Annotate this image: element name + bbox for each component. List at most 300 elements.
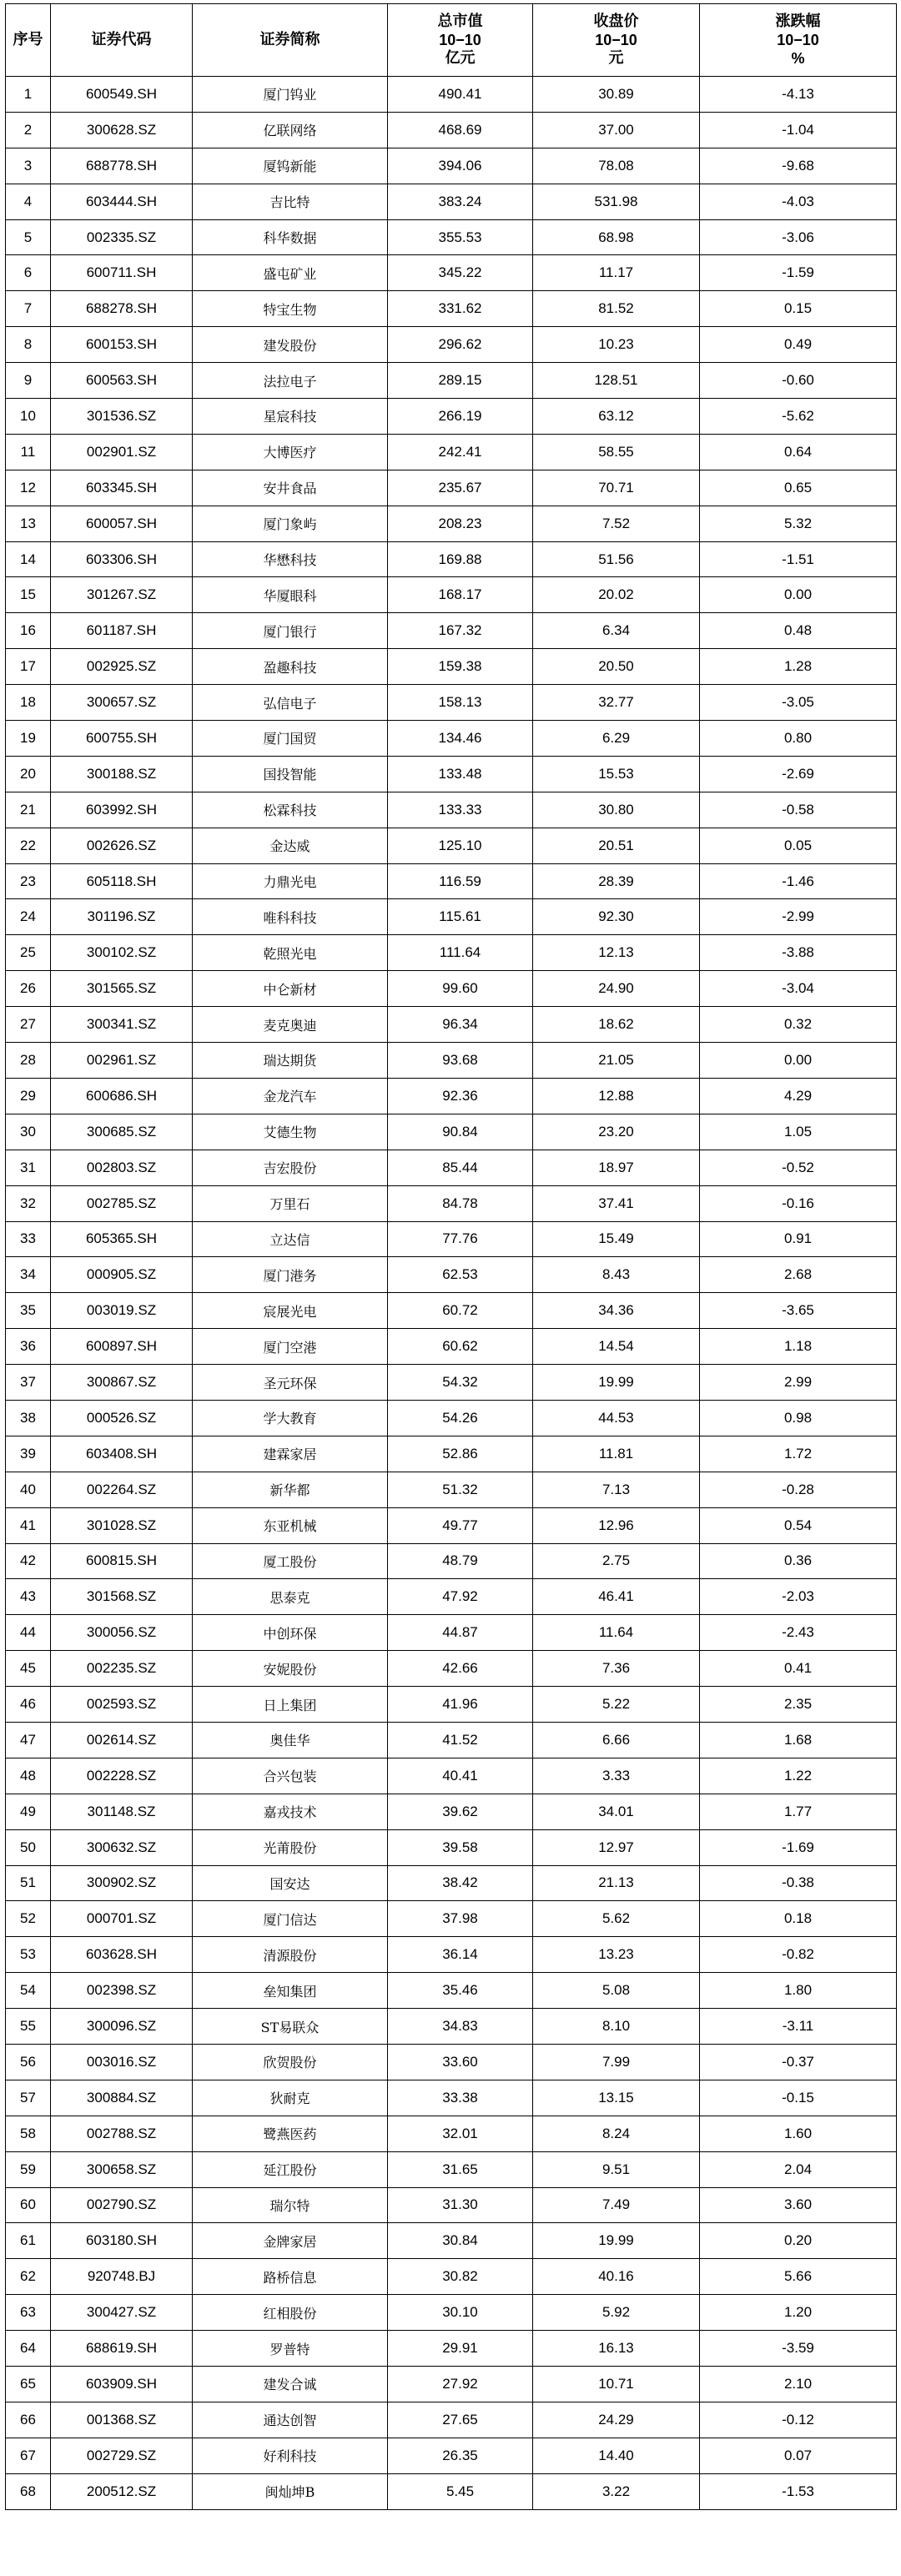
cell-close-price: 21.05 [533, 1043, 700, 1079]
cell-index: 63 [6, 2295, 51, 2331]
table-row [6, 613, 897, 649]
cell-change-pct: 0.15 [700, 291, 897, 327]
cell-close-price: 18.62 [533, 1007, 700, 1043]
cell-index: 34 [6, 1257, 51, 1293]
cell-close-price: 20.51 [533, 828, 700, 863]
cell-market-cap: 51.32 [388, 1472, 533, 1507]
cell-market-cap: 235.67 [388, 470, 533, 506]
cell-name: 清源股份 [193, 1937, 388, 1973]
table-row [6, 1472, 897, 1507]
cell-market-cap: 90.84 [388, 1114, 533, 1150]
cell-index: 66 [6, 2402, 51, 2438]
cell-close-price: 81.52 [533, 291, 700, 327]
cell-code: 301148.SZ [51, 1794, 193, 1829]
cell-change-pct: -2.43 [700, 1615, 897, 1651]
cell-market-cap: 27.65 [388, 2402, 533, 2438]
table-row [6, 112, 897, 148]
cell-code: 605365.SH [51, 1221, 193, 1257]
cell-change-pct: -0.38 [700, 1865, 897, 1901]
cell-name: 鹭燕医药 [193, 2116, 388, 2151]
cell-name: 路桥信息 [193, 2259, 388, 2295]
cell-change-pct: 0.20 [700, 2223, 897, 2259]
cell-code: 000701.SZ [51, 1901, 193, 1937]
header-market-cap: 总市值 10−10 亿元 [388, 4, 533, 77]
cell-code: 600686.SH [51, 1078, 193, 1114]
cell-name: 金龙汽车 [193, 1078, 388, 1114]
cell-code: 002788.SZ [51, 2116, 193, 2151]
cell-name: 立达信 [193, 1221, 388, 1257]
cell-name: 建发股份 [193, 327, 388, 363]
cell-market-cap: 242.41 [388, 434, 533, 470]
table-row [6, 649, 897, 685]
cell-name: 星宸科技 [193, 399, 388, 435]
cell-index: 9 [6, 363, 51, 399]
table-row [6, 327, 897, 363]
cell-name: 中仑新材 [193, 971, 388, 1007]
cell-name: 瑞达期货 [193, 1043, 388, 1079]
cell-close-price: 12.96 [533, 1507, 700, 1543]
cell-name: 特宝生物 [193, 291, 388, 327]
cell-market-cap: 39.58 [388, 1829, 533, 1865]
cell-close-price: 9.51 [533, 2151, 700, 2187]
table-body [6, 77, 897, 2510]
table-row [6, 2295, 897, 2331]
table-row [6, 434, 897, 470]
cell-index: 22 [6, 828, 51, 863]
cell-close-price: 11.17 [533, 255, 700, 291]
cell-code: 200512.SZ [51, 2473, 193, 2509]
cell-close-price: 128.51 [533, 363, 700, 399]
cell-name: 思泰克 [193, 1579, 388, 1615]
cell-change-pct: -9.68 [700, 148, 897, 184]
cell-index: 56 [6, 2044, 51, 2080]
cell-code: 603408.SH [51, 1436, 193, 1472]
cell-code: 300685.SZ [51, 1114, 193, 1150]
table-row [6, 1150, 897, 1185]
cell-change-pct: -1.04 [700, 112, 897, 148]
cell-market-cap: 116.59 [388, 863, 533, 899]
cell-index: 35 [6, 1293, 51, 1329]
cell-change-pct: 2.68 [700, 1257, 897, 1293]
cell-code: 002803.SZ [51, 1150, 193, 1185]
cell-index: 14 [6, 541, 51, 577]
cell-close-price: 78.08 [533, 148, 700, 184]
cell-code: 300102.SZ [51, 935, 193, 971]
cell-name: 力鼎光电 [193, 863, 388, 899]
cell-change-pct: 1.18 [700, 1329, 897, 1365]
cell-close-price: 21.13 [533, 1865, 700, 1901]
table-row [6, 1651, 897, 1687]
cell-index: 12 [6, 470, 51, 506]
cell-index: 25 [6, 935, 51, 971]
cell-change-pct: 4.29 [700, 1078, 897, 1114]
cell-name: 金牌家居 [193, 2223, 388, 2259]
cell-market-cap: 27.92 [388, 2367, 533, 2402]
cell-name: 厦门港务 [193, 1257, 388, 1293]
cell-change-pct: 1.68 [700, 1722, 897, 1758]
cell-change-pct: 0.32 [700, 1007, 897, 1043]
cell-close-price: 7.36 [533, 1651, 700, 1687]
cell-close-price: 37.41 [533, 1185, 700, 1221]
cell-index: 18 [6, 685, 51, 721]
cell-close-price: 5.62 [533, 1901, 700, 1937]
cell-code: 002901.SZ [51, 434, 193, 470]
table-row [6, 721, 897, 757]
cell-change-pct: 2.99 [700, 1365, 897, 1401]
cell-market-cap: 296.62 [388, 327, 533, 363]
cell-change-pct: 2.04 [700, 2151, 897, 2187]
cell-name: 吉比特 [193, 184, 388, 219]
cell-market-cap: 92.36 [388, 1078, 533, 1114]
cell-close-price: 14.40 [533, 2438, 700, 2473]
table-row [6, 2473, 897, 2509]
table-row [6, 577, 897, 613]
cell-index: 21 [6, 792, 51, 828]
cell-close-price: 12.97 [533, 1829, 700, 1865]
cell-code: 601187.SH [51, 613, 193, 649]
cell-index: 41 [6, 1507, 51, 1543]
cell-code: 688619.SH [51, 2331, 193, 2367]
cell-change-pct: -0.58 [700, 792, 897, 828]
cell-name: 宸展光电 [193, 1293, 388, 1329]
cell-index: 48 [6, 1758, 51, 1794]
table-row [6, 828, 897, 863]
table-row [6, 1114, 897, 1150]
cell-market-cap: 111.64 [388, 935, 533, 971]
cell-change-pct: 0.18 [700, 1901, 897, 1937]
cell-name: 日上集团 [193, 1687, 388, 1723]
cell-close-price: 37.00 [533, 112, 700, 148]
cell-market-cap: 42.66 [388, 1651, 533, 1687]
cell-market-cap: 62.53 [388, 1257, 533, 1293]
cell-code: 301568.SZ [51, 1579, 193, 1615]
cell-market-cap: 5.45 [388, 2473, 533, 2509]
cell-index: 13 [6, 506, 51, 541]
table-row [6, 1615, 897, 1651]
cell-close-price: 6.29 [533, 721, 700, 757]
cell-name: 狄耐克 [193, 2080, 388, 2116]
cell-change-pct: 0.49 [700, 327, 897, 363]
table-row [6, 2259, 897, 2295]
cell-index: 20 [6, 756, 51, 792]
cell-change-pct: 0.05 [700, 828, 897, 863]
table-row [6, 1257, 897, 1293]
table-row [6, 1329, 897, 1365]
cell-market-cap: 115.61 [388, 899, 533, 935]
cell-close-price: 14.54 [533, 1329, 700, 1365]
cell-name: 通达创智 [193, 2402, 388, 2438]
cell-close-price: 5.92 [533, 2295, 700, 2331]
cell-name: 建霖家居 [193, 1436, 388, 1472]
table-row [6, 184, 897, 219]
table-row [6, 77, 897, 113]
cell-index: 6 [6, 255, 51, 291]
table-row [6, 1365, 897, 1401]
cell-change-pct: -2.03 [700, 1579, 897, 1615]
cell-change-pct: 1.28 [700, 649, 897, 685]
cell-close-price: 8.10 [533, 2009, 700, 2045]
cell-market-cap: 468.69 [388, 112, 533, 148]
cell-index: 11 [6, 434, 51, 470]
cell-market-cap: 33.60 [388, 2044, 533, 2080]
cell-index: 7 [6, 291, 51, 327]
cell-close-price: 30.89 [533, 77, 700, 113]
cell-market-cap: 99.60 [388, 971, 533, 1007]
table-row [6, 2116, 897, 2151]
cell-change-pct: -4.13 [700, 77, 897, 113]
cell-index: 59 [6, 2151, 51, 2187]
cell-close-price: 40.16 [533, 2259, 700, 2295]
cell-market-cap: 345.22 [388, 255, 533, 291]
cell-change-pct: -3.05 [700, 685, 897, 721]
cell-index: 64 [6, 2331, 51, 2367]
cell-code: 000526.SZ [51, 1400, 193, 1436]
cell-change-pct: -0.16 [700, 1185, 897, 1221]
cell-market-cap: 37.98 [388, 1901, 533, 1937]
cell-name: 厦门国贸 [193, 721, 388, 757]
cell-code: 000905.SZ [51, 1257, 193, 1293]
stock-table-sheet [5, 3, 896, 2510]
cell-change-pct: -4.03 [700, 184, 897, 219]
cell-change-pct: -3.11 [700, 2009, 897, 2045]
cell-code: 603909.SH [51, 2367, 193, 2402]
cell-market-cap: 30.10 [388, 2295, 533, 2331]
table-row [6, 1293, 897, 1329]
table-row [6, 2080, 897, 2116]
cell-close-price: 7.49 [533, 2187, 700, 2223]
cell-code: 603992.SH [51, 792, 193, 828]
cell-close-price: 10.23 [533, 327, 700, 363]
cell-code: 600549.SH [51, 77, 193, 113]
table-row [6, 1078, 897, 1114]
table-row [6, 1758, 897, 1794]
cell-name: 万里石 [193, 1185, 388, 1221]
cell-change-pct: 0.98 [700, 1400, 897, 1436]
cell-market-cap: 31.30 [388, 2187, 533, 2223]
cell-market-cap: 39.62 [388, 1794, 533, 1829]
cell-close-price: 12.13 [533, 935, 700, 971]
cell-market-cap: 35.46 [388, 1973, 533, 2009]
cell-change-pct: 0.64 [700, 434, 897, 470]
cell-market-cap: 30.84 [388, 2223, 533, 2259]
cell-name: 厦门钨业 [193, 77, 388, 113]
cell-index: 33 [6, 1221, 51, 1257]
cell-code: 300188.SZ [51, 756, 193, 792]
cell-market-cap: 490.41 [388, 77, 533, 113]
cell-change-pct: 0.80 [700, 721, 897, 757]
table-row [6, 1007, 897, 1043]
cell-code: 688778.SH [51, 148, 193, 184]
table-row [6, 1436, 897, 1472]
cell-close-price: 20.50 [533, 649, 700, 685]
cell-change-pct: 1.22 [700, 1758, 897, 1794]
cell-change-pct: -3.06 [700, 219, 897, 255]
cell-code: 002235.SZ [51, 1651, 193, 1687]
cell-change-pct: 1.60 [700, 2116, 897, 2151]
cell-close-price: 8.43 [533, 1257, 700, 1293]
cell-close-price: 19.99 [533, 1365, 700, 1401]
cell-close-price: 5.08 [533, 1973, 700, 2009]
cell-code: 600755.SH [51, 721, 193, 757]
cell-close-price: 44.53 [533, 1400, 700, 1436]
cell-market-cap: 38.42 [388, 1865, 533, 1901]
cell-market-cap: 36.14 [388, 1937, 533, 1973]
table-row [6, 1579, 897, 1615]
cell-code: 301028.SZ [51, 1507, 193, 1543]
cell-name: 罗普特 [193, 2331, 388, 2367]
table-row [6, 2151, 897, 2187]
cell-name: 好利科技 [193, 2438, 388, 2473]
cell-name: 华厦眼科 [193, 577, 388, 613]
cell-name: ST易联众 [193, 2009, 388, 2045]
cell-market-cap: 29.91 [388, 2331, 533, 2367]
cell-change-pct: 5.32 [700, 506, 897, 541]
cell-index: 49 [6, 1794, 51, 1829]
cell-close-price: 10.71 [533, 2367, 700, 2402]
cell-name: 金达威 [193, 828, 388, 863]
cell-name: 瑞尔特 [193, 2187, 388, 2223]
cell-code: 300056.SZ [51, 1615, 193, 1651]
header-row [6, 4, 897, 77]
table-row [6, 2187, 897, 2223]
cell-change-pct: -0.15 [700, 2080, 897, 2116]
cell-index: 2 [6, 112, 51, 148]
cell-index: 38 [6, 1400, 51, 1436]
cell-index: 53 [6, 1937, 51, 1973]
header-name: 证券简称 [193, 4, 388, 77]
cell-name: 厦工股份 [193, 1543, 388, 1579]
cell-market-cap: 96.34 [388, 1007, 533, 1043]
cell-change-pct: -2.99 [700, 899, 897, 935]
cell-close-price: 7.99 [533, 2044, 700, 2080]
cell-change-pct: 1.77 [700, 1794, 897, 1829]
cell-index: 47 [6, 1722, 51, 1758]
cell-close-price: 18.97 [533, 1150, 700, 1185]
cell-index: 24 [6, 899, 51, 935]
cell-code: 301267.SZ [51, 577, 193, 613]
cell-index: 55 [6, 2009, 51, 2045]
cell-change-pct: -0.60 [700, 363, 897, 399]
cell-close-price: 58.55 [533, 434, 700, 470]
cell-close-price: 34.01 [533, 1794, 700, 1829]
cell-code: 600897.SH [51, 1329, 193, 1365]
cell-market-cap: 41.52 [388, 1722, 533, 1758]
table-row [6, 1185, 897, 1221]
cell-market-cap: 54.26 [388, 1400, 533, 1436]
cell-code: 002626.SZ [51, 828, 193, 863]
cell-market-cap: 26.35 [388, 2438, 533, 2473]
cell-market-cap: 168.17 [388, 577, 533, 613]
cell-change-pct: 1.72 [700, 1436, 897, 1472]
cell-code: 300867.SZ [51, 1365, 193, 1401]
stock-table [5, 3, 897, 2510]
cell-index: 3 [6, 148, 51, 184]
cell-index: 57 [6, 2080, 51, 2116]
cell-name: 麦克奥迪 [193, 1007, 388, 1043]
cell-market-cap: 394.06 [388, 148, 533, 184]
cell-change-pct: 2.35 [700, 1687, 897, 1723]
cell-change-pct: 0.36 [700, 1543, 897, 1579]
cell-change-pct: 0.41 [700, 1651, 897, 1687]
cell-close-price: 63.12 [533, 399, 700, 435]
cell-change-pct: -0.12 [700, 2402, 897, 2438]
cell-code: 301536.SZ [51, 399, 193, 435]
cell-code: 002925.SZ [51, 649, 193, 685]
cell-index: 36 [6, 1329, 51, 1365]
cell-name: 新华都 [193, 1472, 388, 1507]
cell-market-cap: 159.38 [388, 649, 533, 685]
cell-name: 吉宏股份 [193, 1150, 388, 1185]
cell-change-pct: 1.20 [700, 2295, 897, 2331]
cell-change-pct: 5.66 [700, 2259, 897, 2295]
cell-code: 002961.SZ [51, 1043, 193, 1079]
cell-market-cap: 133.33 [388, 792, 533, 828]
cell-close-price: 34.36 [533, 1293, 700, 1329]
cell-name: 盛屯矿业 [193, 255, 388, 291]
cell-change-pct: 0.48 [700, 613, 897, 649]
cell-name: 中创环保 [193, 1615, 388, 1651]
cell-index: 68 [6, 2473, 51, 2509]
cell-code: 600711.SH [51, 255, 193, 291]
cell-close-price: 13.23 [533, 1937, 700, 1973]
cell-name: 建发合诚 [193, 2367, 388, 2402]
cell-market-cap: 41.96 [388, 1687, 533, 1723]
cell-market-cap: 44.87 [388, 1615, 533, 1651]
table-row [6, 935, 897, 971]
cell-close-price: 16.13 [533, 2331, 700, 2367]
cell-change-pct: 0.00 [700, 1043, 897, 1079]
cell-name: 学大教育 [193, 1400, 388, 1436]
cell-code: 603306.SH [51, 541, 193, 577]
cell-index: 28 [6, 1043, 51, 1079]
cell-close-price: 46.41 [533, 1579, 700, 1615]
cell-index: 30 [6, 1114, 51, 1150]
cell-change-pct: 0.54 [700, 1507, 897, 1543]
cell-market-cap: 289.15 [388, 363, 533, 399]
cell-name: 圣元环保 [193, 1365, 388, 1401]
cell-change-pct: -1.46 [700, 863, 897, 899]
cell-change-pct: -1.51 [700, 541, 897, 577]
cell-name: 科华数据 [193, 219, 388, 255]
cell-change-pct: 1.05 [700, 1114, 897, 1150]
cell-change-pct: 0.00 [700, 577, 897, 613]
cell-index: 43 [6, 1579, 51, 1615]
cell-market-cap: 60.72 [388, 1293, 533, 1329]
table-row [6, 2367, 897, 2402]
cell-close-price: 92.30 [533, 899, 700, 935]
table-row [6, 291, 897, 327]
cell-close-price: 8.24 [533, 2116, 700, 2151]
cell-change-pct: -3.65 [700, 1293, 897, 1329]
cell-close-price: 6.66 [533, 1722, 700, 1758]
cell-index: 58 [6, 2116, 51, 2151]
cell-change-pct: -1.59 [700, 255, 897, 291]
table-row [6, 863, 897, 899]
table-row [6, 2402, 897, 2438]
cell-code: 002264.SZ [51, 1472, 193, 1507]
cell-change-pct: 2.10 [700, 2367, 897, 2402]
table-row [6, 1794, 897, 1829]
cell-close-price: 15.49 [533, 1221, 700, 1257]
cell-market-cap: 31.65 [388, 2151, 533, 2187]
cell-change-pct: -5.62 [700, 399, 897, 435]
cell-code: 920748.BJ [51, 2259, 193, 2295]
table-row [6, 541, 897, 577]
cell-name: 法拉电子 [193, 363, 388, 399]
cell-close-price: 7.52 [533, 506, 700, 541]
cell-name: 闽灿坤B [193, 2473, 388, 2509]
cell-name: 厦门信达 [193, 1901, 388, 1937]
